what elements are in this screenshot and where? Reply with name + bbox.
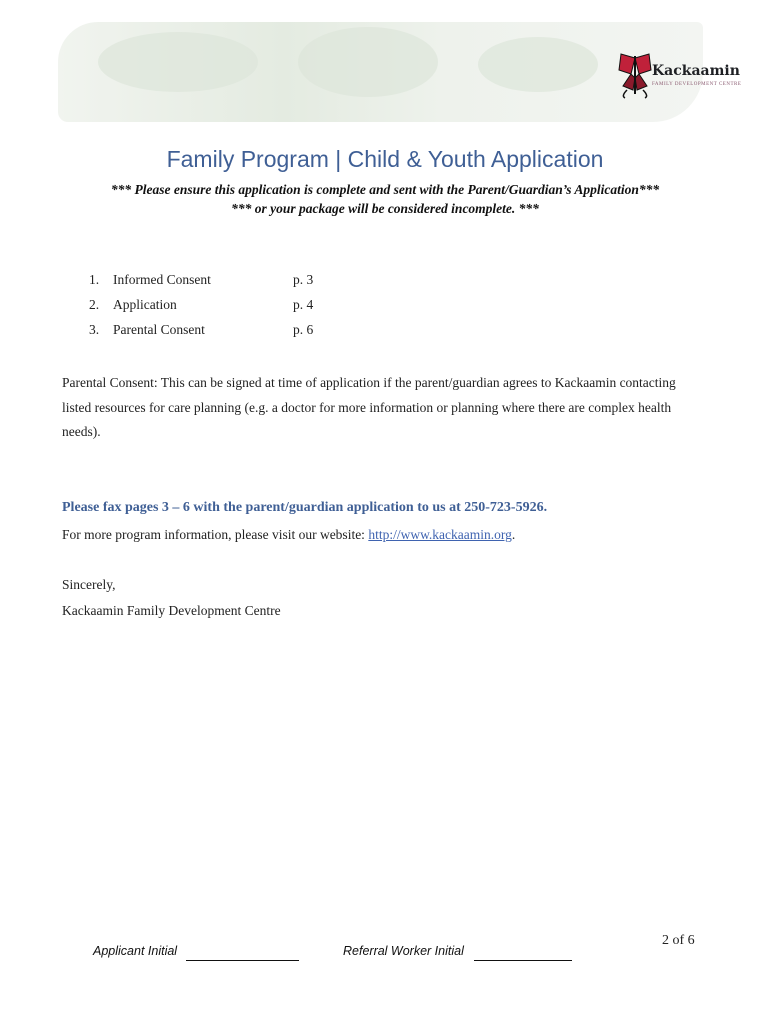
logo-subtitle: FAMILY DEVELOPMENT CENTRE (652, 82, 742, 87)
website-info-prefix: For more program information, please visit our website: (62, 527, 369, 542)
parental-consent-note: Parental Consent: This can be signed at time of application if the parent/guardian agrees to Kackaamin contacting listed resources for care planning (e.g. a doctor for more information or planning where there are complex health needs). (62, 375, 676, 439)
contents-label: Application (113, 297, 177, 312)
fax-notice: Please fax pages 3 – 6 with the parent/guardian application to us at 250-723-5926. (62, 500, 548, 515)
contents-number: 2. (89, 297, 100, 312)
referral-initial-label: Referral Worker Initial (343, 944, 464, 958)
referral-initial-field[interactable] (474, 960, 572, 961)
contents-item (89, 322, 313, 338)
contents-item (89, 297, 313, 313)
notice-line-2: *** or your package will be considered incomplete. *** (231, 201, 539, 216)
signature: Kackaamin Family Development Centre (62, 603, 281, 618)
contents-label: Informed Consent (113, 272, 211, 287)
notice-line-1: *** Please ensure this application is complete and sent with the Parent/Guardian’s Application*** (110, 182, 660, 197)
contents-item (89, 272, 313, 288)
website-link[interactable]: http://www.kackaamin.org (368, 527, 512, 542)
page-title: Family Program | Child & Youth Application (166, 146, 604, 172)
applicant-initial-field[interactable] (186, 960, 299, 961)
contents-number: 1. (89, 272, 100, 287)
banner-decoration (98, 32, 258, 92)
header-banner (58, 22, 703, 122)
banner-decoration (478, 37, 598, 92)
contents-page: p. 4 (293, 297, 314, 312)
website-info-suffix: . (511, 527, 516, 542)
applicant-initial-label: Applicant Initial (93, 944, 178, 958)
contents-label: Parental Consent (113, 322, 205, 337)
contents-page: p. 3 (293, 272, 314, 287)
page-number: 2 of 6 (662, 933, 695, 948)
banner-decoration (298, 27, 438, 97)
website-info (62, 527, 515, 543)
contents-number: 3. (89, 322, 100, 337)
logo-name: Kackaamin (652, 63, 740, 79)
salutation: Sincerely, (62, 577, 116, 592)
contents-page: p. 6 (293, 322, 314, 337)
